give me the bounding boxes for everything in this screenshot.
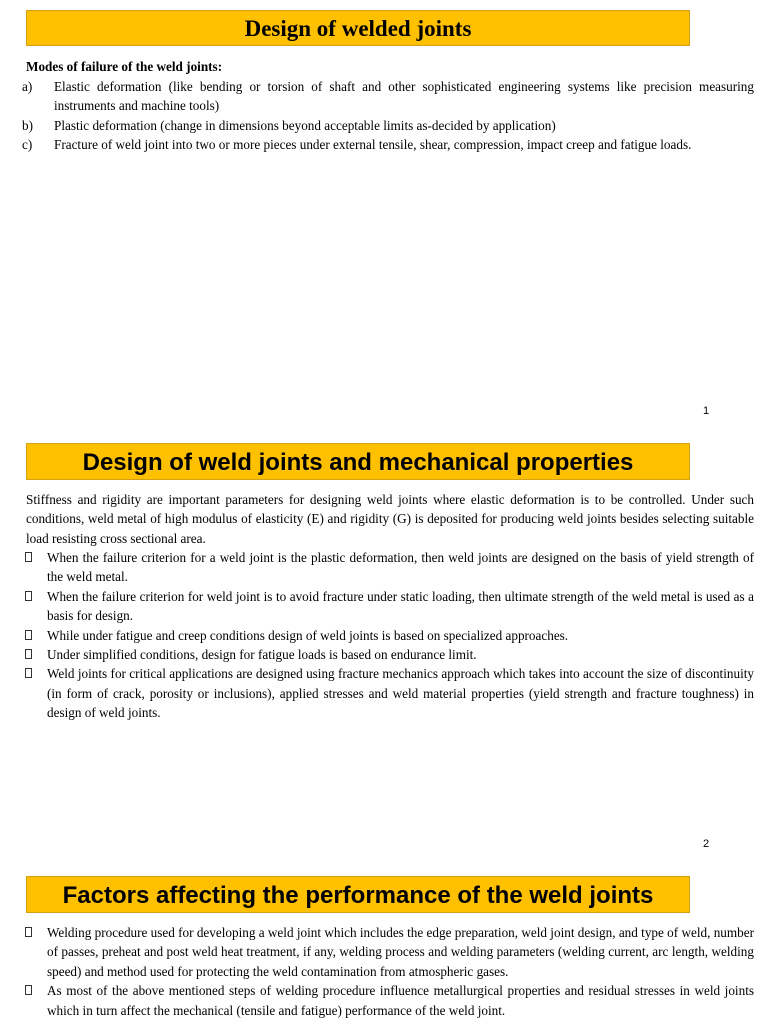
page-number: 1 [702, 405, 710, 417]
list-item-text: When the failure criterion for weld joint is to avoid fracture under static loading, then ultimate strength of the weld metal is used as a basis for design. [47, 588, 754, 624]
list-marker: c) [22, 137, 33, 153]
list-item-text: Under simplified conditions, design for fatigue loads is based on endurance limit. [47, 647, 477, 663]
list-item-text: Welding procedure used for developing a weld joint which includes the edge preparation, weld joint design, and type of weld, number of passes, preheat and post weld heat treatment, if any, welding process and welding parameters (welding current, arc length, welding speed) and method used for protecting the weld contamination from atmospheric gases. [47, 925, 754, 979]
list-item-text: While under fatigue and creep conditions design of weld joints is based on specialized approaches. [47, 627, 569, 643]
list-item-text: Plastic deformation (change in dimensions beyond acceptable limits as-decided by application) [54, 117, 556, 133]
list-item-text: When the failure criterion for a weld joint is the plastic deformation, then weld joints are designed on the basis of yield strength of the weld metal. [47, 550, 754, 585]
bullet-box-icon [25, 985, 32, 995]
slide-title: Design of welded joints [26, 10, 690, 46]
list-item [22, 981, 754, 1020]
slide-title: Design of weld joints and mechanical properties [26, 443, 690, 480]
list-marker: b) [22, 117, 33, 133]
list-item-text: Elastic deformation (like bending or torsion of shaft and other sophisticated engineering systems like precision measuring instruments and machine tools) [54, 79, 754, 114]
slide-title: Factors affecting the performance of the weld joints [26, 876, 690, 913]
performance-factors-list [22, 923, 754, 1020]
page-number: 2 [702, 838, 710, 850]
bullet-box-icon [25, 927, 32, 937]
section-heading: Modes of failure of the weld joints: [26, 59, 223, 74]
list-item [22, 923, 754, 981]
list-marker: a) [22, 79, 33, 94]
list-item-text: Fracture of weld joint into two or more pieces under external tensile, shear, compression, impact creep and fatigue loads. [54, 137, 692, 153]
intro-paragraph: Stiffness and rigidity are important parameters for designing weld joints where elastic deformation is to be controlled. Under such conditions, weld metal of high modulus of elasticity (E) and rigidity (G) is deposited for producing weld joints besides selecting suitable load resisting cross sectional area. [26, 492, 754, 546]
list-item-text: Weld joints for critical applications are designed using fracture mechanics approach which takes into account the size of discontinuity (in form of crack, porosity or inclusions), applied stresses and weld material properties (yield strength and fracture toughness) in design of weld joints. [47, 666, 754, 721]
list-item-text: As most of the above mentioned steps of welding procedure influence metallurgical properties and residual stresses in weld joints which in turn affect the mechanical (tensile and fatigue) performance of the weld joint. [47, 983, 754, 1018]
